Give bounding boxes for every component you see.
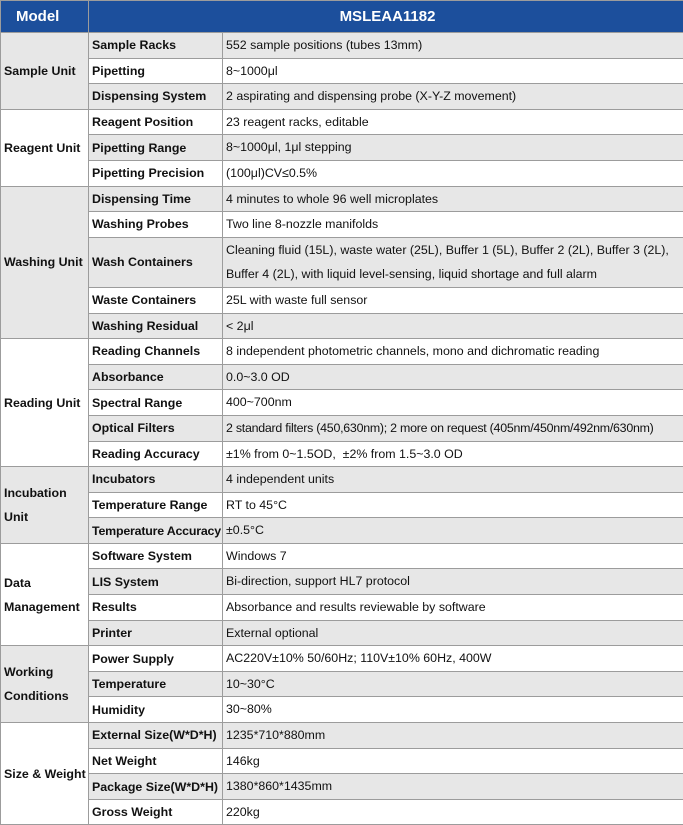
category-working-conditions: Working Conditions: [1, 646, 89, 723]
model-value: MSLEAA1182: [89, 1, 683, 33]
spec-value: AC220V±10% 50/60Hz; 110V±10% 60Hz, 400W: [223, 646, 683, 672]
spec-value: < 2μl: [223, 313, 683, 339]
category-data-management: Data Management: [1, 543, 89, 645]
spec-value: 2 standard filters (450,630nm); 2 more on request (405nm/450nm/492nm/630nm): [223, 415, 683, 441]
spec-value: Bi-direction, support HL7 protocol: [223, 569, 683, 595]
spec-value: 400~700nm: [223, 390, 683, 416]
spec-item: Pipetting Range: [89, 135, 223, 161]
spec-item: Pipetting: [89, 58, 223, 84]
spec-item: Results: [89, 595, 223, 621]
category-reagent-unit: Reagent Unit: [1, 109, 89, 186]
spec-item: Reading Accuracy: [89, 441, 223, 467]
spec-value: ±0.5°C: [223, 518, 683, 544]
spec-value: 220kg: [223, 799, 683, 825]
spec-item: Temperature Range: [89, 492, 223, 518]
category-washing-unit: Washing Unit: [1, 186, 89, 339]
spec-item: Humidity: [89, 697, 223, 723]
spec-value: Absorbance and results reviewable by software: [223, 595, 683, 621]
category-size-weight: Size & Weight: [1, 723, 89, 825]
spec-body: [1, 33, 683, 825]
spec-item: Temperature: [89, 671, 223, 697]
spec-value: 30~80%: [223, 697, 683, 723]
spec-item: Dispensing Time: [89, 186, 223, 212]
spec-item: Incubators: [89, 467, 223, 493]
spec-value: 25L with waste full sensor: [223, 287, 683, 313]
spec-value: Cleaning fluid (15L), waste water (25L), Buffer 1 (5L), Buffer 2 (2L), Buffer 3 (2L), Buffer 4 (2L), with liquid level-sensing, liquid shortage and full alarm: [223, 237, 683, 287]
spec-value: 1235*710*880mm: [223, 723, 683, 749]
spec-item: Gross Weight: [89, 799, 223, 825]
spec-item: Net Weight: [89, 748, 223, 774]
spec-item: Washing Probes: [89, 212, 223, 238]
spec-item: Software System: [89, 543, 223, 569]
spec-value: (100μl)CV≤0.5%: [223, 160, 683, 186]
spec-item: Waste Containers: [89, 287, 223, 313]
spec-item: Spectral Range: [89, 390, 223, 416]
spec-item: Wash Containers: [89, 237, 223, 287]
spec-item: Dispensing System: [89, 84, 223, 110]
category-reading-unit: Reading Unit: [1, 339, 89, 467]
category-incubation-unit: Incubation Unit: [1, 467, 89, 544]
spec-value: ±1% from 0~1.5OD, ±2% from 1.5~3.0 OD: [223, 441, 683, 467]
spec-item: Reagent Position: [89, 109, 223, 135]
spec-item: Reading Channels: [89, 339, 223, 365]
spec-value: 8~1000μl, 1μl stepping: [223, 135, 683, 161]
spec-value: 0.0~3.0 OD: [223, 364, 683, 390]
model-label: Model: [1, 1, 89, 33]
spec-value: External optional: [223, 620, 683, 646]
spec-item: Power Supply: [89, 646, 223, 672]
spec-value: 146kg: [223, 748, 683, 774]
spec-value: Two line 8-nozzle manifolds: [223, 212, 683, 238]
spec-value: 23 reagent racks, editable: [223, 109, 683, 135]
spec-item: Optical Filters: [89, 415, 223, 441]
spec-value: 8 independent photometric channels, mono and dichromatic reading: [223, 339, 683, 365]
spec-value: 4 independent units: [223, 467, 683, 493]
spec-item: Sample Racks: [89, 33, 223, 59]
spec-item: External Size(W*D*H): [89, 723, 223, 749]
spec-item: LIS System: [89, 569, 223, 595]
spec-item: Absorbance: [89, 364, 223, 390]
spec-item: Package Size(W*D*H): [89, 774, 223, 800]
spec-value: 1380*860*1435mm: [223, 774, 683, 800]
spec-item: Temperature Accuracy: [89, 518, 223, 544]
spec-item: Pipetting Precision: [89, 160, 223, 186]
spec-value: 2 aspirating and dispensing probe (X-Y-Z movement): [223, 84, 683, 110]
spec-value: 10~30°C: [223, 671, 683, 697]
spec-item: Washing Residual: [89, 313, 223, 339]
spec-value: 4 minutes to whole 96 well microplates: [223, 186, 683, 212]
header-row: [1, 1, 683, 33]
category-sample-unit: Sample Unit: [1, 33, 89, 110]
spec-value: 8~1000μl: [223, 58, 683, 84]
spec-value: 552 sample positions (tubes 13mm): [223, 33, 683, 59]
spec-value: RT to 45°C: [223, 492, 683, 518]
spec-value: Windows 7: [223, 543, 683, 569]
spec-item: Printer: [89, 620, 223, 646]
